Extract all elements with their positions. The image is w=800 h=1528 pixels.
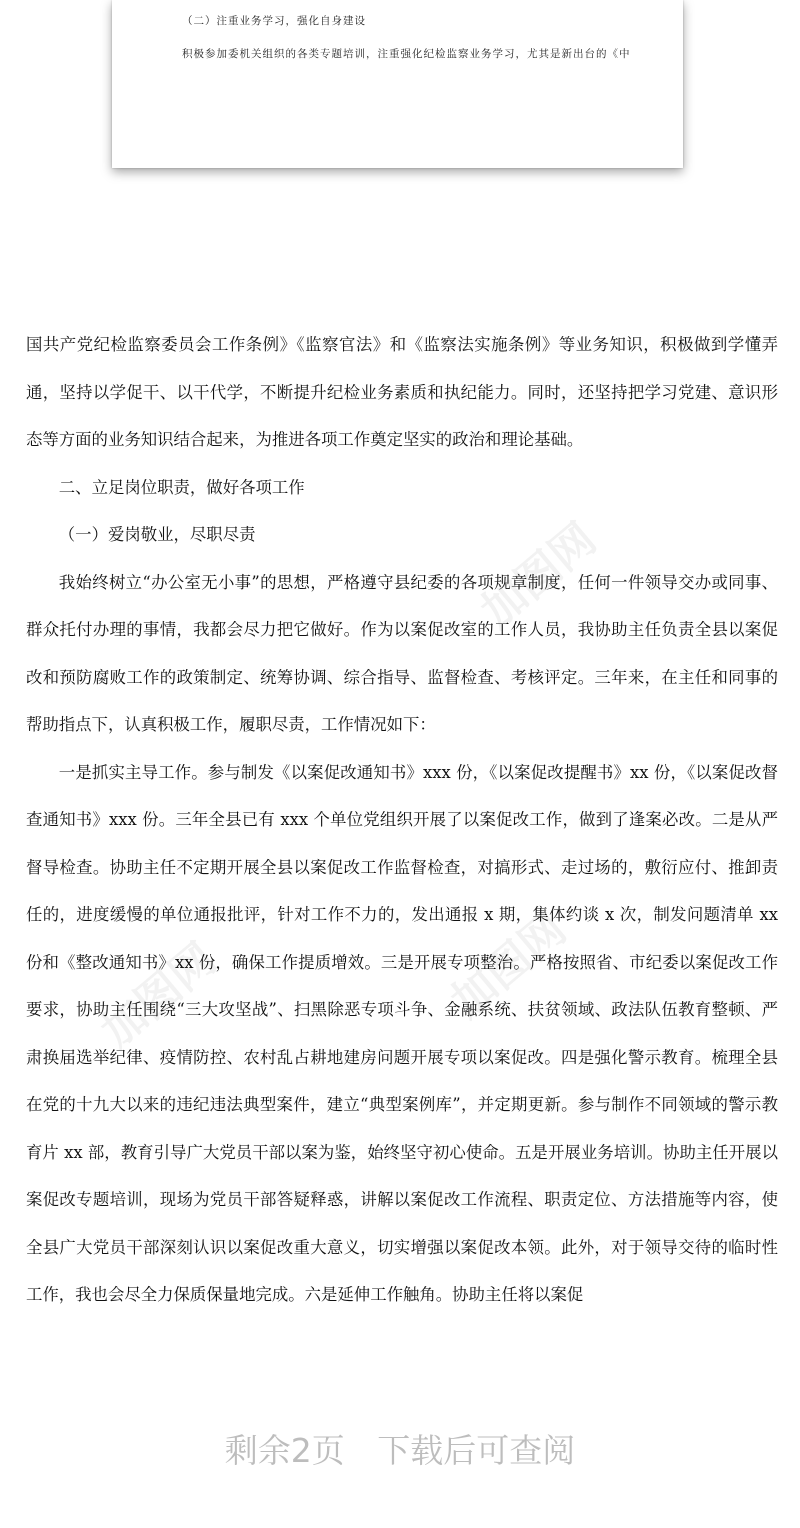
paragraph: 国共产党纪检监察委员会工作条例》《监察官法》和《监察法实施条例》等业务知识，积极做到学懂弄通，坚持以学促干、以干代学，不断提升纪检业务素质和执纪能力。同时，还坚持把学习党建、意识形态等方面的业务知识结合起来，为推进各项工作奠定坚实的政治和理论基础。 — [26, 335, 778, 449]
document-body — [26, 321, 778, 1319]
watermark: 加图网 — [471, 513, 606, 638]
remaining-pages-banner[interactable] — [0, 1425, 800, 1472]
preview-section-heading: （二）注重业务学习，强化自身建设 — [182, 15, 366, 27]
subsection-heading: （一）爱岗敬业，尽职尽责 — [58, 525, 256, 544]
paragraph: 我始终树立“办公室无小事”的思想，严格遵守县纪委的各项规章制度，任何一件领导交办或同事、群众托付办理的事情，我都会尽力把它做好。作为以案促改室的工作人员，我协助主任负责全县以案促改和预防腐败工作的政策制定、统筹协调、综合指导、监督检查、考核评定。三年来，在主任和同事的帮助指点下，认真积极工作，履职尽责，工作情况如下： — [26, 572, 778, 734]
remaining-pages-label: 剩余2页 — [224, 1431, 345, 1470]
section-heading: 二、立足岗位职责，做好各项工作 — [58, 477, 305, 497]
preview-paragraph-line: 积极参加委机关组织的各类专题培训，注重强化纪检监察业务学习，尤其是新出台的《中 — [182, 48, 631, 60]
watermark: 加图网 — [91, 933, 226, 1058]
paragraph: 一是抓实主导工作。参与制发《以案促改通知书》xxx 份，《以案促改提醒书》xx 份，《以案促改督查通知书》xxx 份。三年全县已有 xxx 个单位党组织开展了以案促改工作，做到了逢案必改。二是从严督导检查。协助主任不定期开展全县以案促改工作监督检查，对搞形式、走过场的，敷衍应付、推卸责任的，进度缓慢的单位通报批评，针对工作不力的，发出通报 x 期，集体约谈 x 次，制发问题清单 xx 份和《整改通知书》xx 份，确保工作提质增效。三是开展专项整治。严格按照省、市纪委以案促改工作要求，协助主任围绕“三大攻坚战”、扫黑除恶专项斗争、金融系统、扶贫领域、政法队伍教育整顿、严肃换届选举纪律、疫情防控、农村乱占耕地建房问题开展专项以案促改。四是强化警示教育。梳理全县在党的十九大以来的违纪违法典型案件，建立“典型案例库”，并定期更新。参与制作不同领域的警示教育片 xx 部，教育引导广大党员干部以案为鉴，始终坚守初心使命。五是开展业务培训。协助主任开展以案促改专题培训，现场为党员干部答疑释惑，讲解以案促改工作流程、职责定位、方法措施等内容，使全县广大党员干部深刻认识以案促改重大意义，切实增强以案促改本领。此外，对于领导交待的临时性工作，我也会尽全力保质保量地完成。六是延伸工作触角。协助主任将以案促 — [26, 762, 778, 1304]
document-preview-card — [112, 0, 683, 168]
download-to-view-label: 下载后可查阅 — [377, 1431, 576, 1470]
watermark: 加图网 — [441, 903, 576, 1028]
